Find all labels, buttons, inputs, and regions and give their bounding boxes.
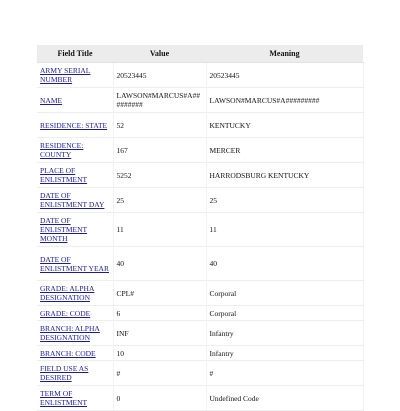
table-row — [37, 63, 363, 88]
meaning-cell: 40 — [206, 247, 363, 281]
meaning-cell: 20523445 — [206, 63, 363, 88]
table-row — [37, 188, 363, 213]
meaning-cell: 25 — [206, 188, 363, 213]
field-title-link[interactable]: ARMY SERIAL NUMBER — [40, 66, 91, 84]
meaning-cell: Infantry — [206, 321, 363, 346]
column-header-field-title: Field Title — [37, 45, 113, 63]
meaning-cell: Infantry — [206, 346, 363, 361]
meaning-cell: HARRODSBURG KENTUCKY — [206, 163, 363, 188]
value-cell: 10 — [113, 346, 206, 361]
field-title-cell — [37, 306, 113, 321]
value-cell: 0 — [113, 386, 206, 411]
value-cell: INF — [113, 321, 206, 346]
field-title-link[interactable]: FIELD USE AS DESIRED — [40, 364, 89, 382]
value-cell: 11 — [113, 213, 206, 247]
value-cell: 25 — [113, 188, 206, 213]
value-cell: CPL# — [113, 281, 206, 306]
value-cell: LAWSON#MARCUS#A######### — [113, 88, 206, 113]
field-title-cell — [37, 346, 113, 361]
column-header-value: Value — [113, 45, 206, 63]
field-title-link[interactable]: TERM OF ENLISTMENT — [40, 389, 88, 407]
table-row — [37, 346, 363, 361]
field-title-cell — [37, 163, 113, 188]
value-cell: 5252 — [113, 163, 206, 188]
table-row — [37, 361, 363, 386]
field-title-cell — [37, 138, 113, 163]
field-title-link[interactable]: GRADE: CODE — [40, 308, 91, 318]
table-row — [37, 306, 363, 321]
meaning-cell: Corporal — [206, 281, 363, 306]
field-title-link[interactable]: DATE OF ENLISTMENT YEAR — [40, 254, 109, 273]
value-cell: 52 — [113, 113, 206, 138]
table-row — [37, 88, 363, 113]
field-title-cell — [37, 321, 113, 346]
field-title-cell — [37, 281, 113, 306]
field-title-cell — [37, 113, 113, 138]
value-cell: 6 — [113, 306, 206, 321]
field-title-link[interactable]: DATE OF ENLISTMENT DAY — [40, 191, 105, 209]
field-title-cell — [37, 188, 113, 213]
meaning-cell: LAWSON#MARCUS#A######### — [206, 88, 363, 113]
table-row — [37, 247, 363, 281]
field-title-cell — [37, 63, 113, 88]
field-title-cell — [37, 247, 113, 281]
meaning-cell: Undefined Code — [206, 386, 363, 411]
field-title-link[interactable]: BRANCH: CODE — [40, 348, 96, 358]
record-table — [37, 45, 364, 411]
meaning-cell: MERCER — [206, 138, 363, 163]
table-row — [37, 321, 363, 346]
table-row — [37, 163, 363, 188]
meaning-cell: KENTUCKY — [206, 113, 363, 138]
column-header-meaning: Meaning — [206, 45, 363, 63]
table-row — [37, 138, 363, 163]
field-title-link[interactable]: PLACE OF ENLISTMENT — [40, 166, 88, 184]
table-row — [37, 113, 363, 138]
value-cell: 40 — [113, 247, 206, 281]
field-title-link[interactable]: BRANCH: ALPHA DESIGNATION — [40, 324, 100, 342]
field-title-link[interactable]: DATE OF ENLISTMENT MONTH — [40, 216, 88, 243]
field-title-link[interactable]: GRADE: ALPHA DESIGNATION — [40, 284, 95, 302]
table-row — [37, 281, 363, 306]
table-row — [37, 386, 363, 411]
table-row — [37, 213, 363, 247]
table-header-row — [37, 45, 363, 63]
meaning-cell: 11 — [206, 213, 363, 247]
field-title-cell — [37, 361, 113, 386]
value-cell: 20523445 — [113, 63, 206, 88]
field-title-cell — [37, 386, 113, 411]
field-title-link[interactable]: RESIDENCE: STATE — [40, 120, 108, 130]
enlistment-record — [37, 45, 363, 411]
meaning-cell: # — [206, 361, 363, 386]
value-cell: 167 — [113, 138, 206, 163]
field-title-cell — [37, 213, 113, 247]
field-title-cell — [37, 88, 113, 113]
table-body — [37, 63, 363, 411]
field-title-link[interactable]: NAME — [40, 95, 63, 105]
value-cell: # — [113, 361, 206, 386]
meaning-cell: Corporal — [206, 306, 363, 321]
field-title-link[interactable]: RESIDENCE: COUNTY — [40, 141, 84, 159]
